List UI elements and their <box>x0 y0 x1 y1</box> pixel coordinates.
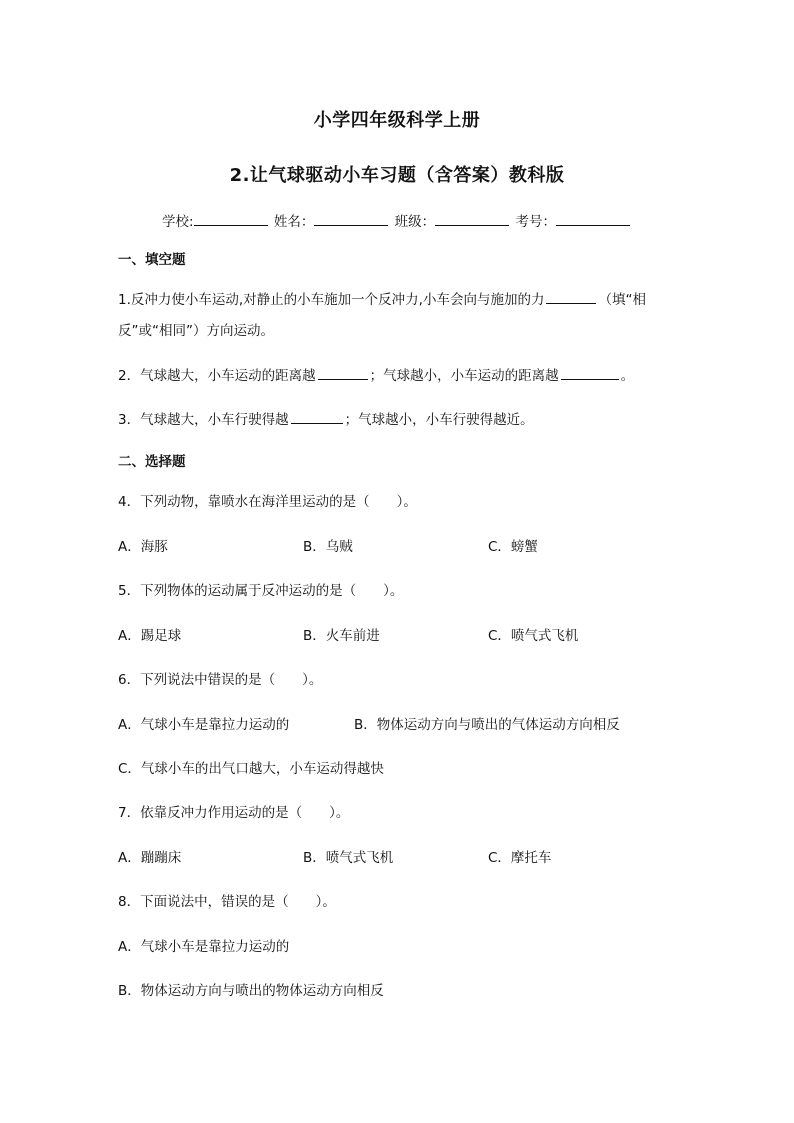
q3-text-2: ；气球越小，小车行驶得越近。 <box>344 412 534 428</box>
q2-blank-2 <box>561 367 619 380</box>
q6-option-a: A．气球小车是靠拉力运动的 <box>118 717 290 733</box>
question-7-stem: 7．依靠反冲力作用运动的是（ ）。 <box>118 805 350 821</box>
name-label: 姓名： <box>273 214 315 230</box>
q1-text: 1.反冲力使小车运动,对静止的小车施加一个反冲力,小车会向与施加的力 <box>118 292 545 308</box>
q8-option-a: A．气球小车是靠拉力运动的 <box>118 939 290 955</box>
question-5-stem: 5．下列物体的运动属于反冲运动的是（ ）。 <box>118 583 404 599</box>
exam-no-label: 考号： <box>515 214 556 230</box>
school-blank <box>194 213 268 226</box>
q2-text: 2．气球越大，小车运动的距离越 <box>118 368 316 384</box>
q5-option-a: A．踢足球 <box>118 628 182 644</box>
question-4-stem: 4．下列动物，靠喷水在海洋里运动的是（ ）。 <box>118 494 417 510</box>
q1-text-2: （填“相 <box>598 292 646 308</box>
q4-option-b: B．乌贼 <box>303 539 353 555</box>
section-choice-heading: 二、选择题 <box>118 454 186 470</box>
q7-option-c: C．摩托车 <box>488 850 552 866</box>
q5-option-c: C．喷气式飞机 <box>488 628 579 644</box>
student-info-line <box>0 210 794 230</box>
name-blank <box>314 213 388 226</box>
q4-option-c: C．螃蟹 <box>488 539 538 555</box>
q1-blank <box>546 291 596 304</box>
question-1-line-1 <box>118 288 646 308</box>
question-6-stem: 6．下列说法中错误的是（ ）。 <box>118 672 323 688</box>
q4-option-a: A．海豚 <box>118 539 168 555</box>
question-1-line-2: 反”或“相同”）方向运动。 <box>118 323 274 339</box>
q7-option-a: A．蹦蹦床 <box>118 850 182 866</box>
question-8-stem: 8．下面说法中，错误的是（ ）。 <box>118 894 336 910</box>
question-2 <box>118 364 634 384</box>
q7-option-b: B．喷气式飞机 <box>303 850 394 866</box>
q5-option-b: B．火车前进 <box>303 628 380 644</box>
page-title: 小学四年级科学上册 <box>313 110 481 131</box>
q2-blank-1 <box>318 367 368 380</box>
class-label: 班级： <box>394 214 436 230</box>
exam-no-blank <box>556 213 630 226</box>
page-subtitle: 2.让气球驱动小车习题（含答案）教科版 <box>229 165 565 186</box>
q6-option-b: B．物体运动方向与喷出的气体运动方向相反 <box>354 717 620 733</box>
question-3 <box>118 408 534 428</box>
school-label: 学校: <box>162 214 194 230</box>
q2-text-3: 。 <box>620 368 635 384</box>
q3-text: 3．气球越大，小车行驶得越 <box>118 412 289 428</box>
q8-option-b: B．物体运动方向与喷出的物体运动方向相反 <box>118 983 384 999</box>
q6-option-c: C．气球小车的出气口越大，小车运动得越快 <box>118 761 384 777</box>
section-fill-heading: 一、填空题 <box>118 252 186 268</box>
class-blank <box>435 213 509 226</box>
q2-text-2: ；气球越小，小车运动的距离越 <box>369 368 559 384</box>
q3-blank <box>291 411 343 424</box>
